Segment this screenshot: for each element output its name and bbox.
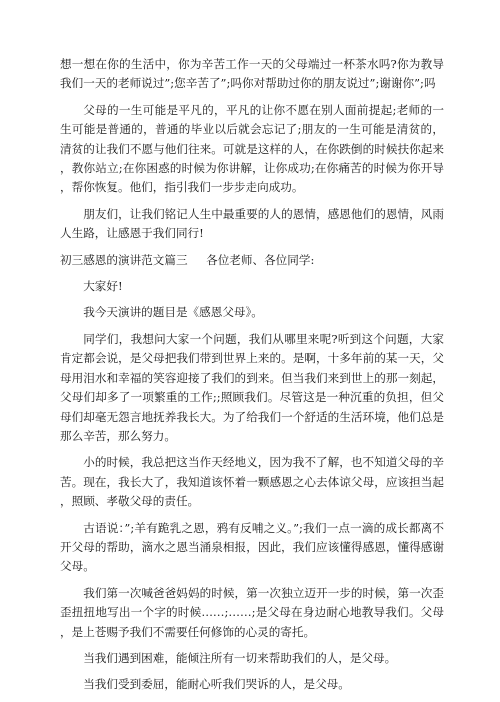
paragraph-6: 小的时候，我总把这当作天经地义，因为我不了解，也不知道父母的辛苦。现在，我长大了，我知道该怀着一颗感恩之心去体谅父母，应该担当起，照顾、孝敬父母的责任。 <box>60 455 444 509</box>
paragraph-1: 想一想在你的生活中，你为辛苦工作一天的父母端过一杯茶水吗?你为教导我们一天的老师说过”;您辛苦了”;吗你对帮助过你的朋友说过”;谢谢你”;吗 <box>60 57 444 91</box>
greeting: 大家好! <box>83 279 123 294</box>
paragraph-8: 我们第一次喊爸爸妈妈的时候，第一次独立迈开一步的时候，第一次歪歪扭扭地写出一个字的时候……;……;是父母在身边耐心地教导我们。父母，是上苍赐予我们不需要任何修饰的心灵的寄托。 <box>60 585 444 639</box>
paragraph-2: 父母的一生可能是平凡的，平凡的让你不愿在别人面前提起;老师的一生可能是普通的，普通的毕业以后就会忘记了;朋友的一生可能是清贫的，清贫的让我们不愿与他们往来。可就是这样的人，在你跌倒的时候扶你起来，教你站立;在你困惑的时候为你讲解，让你成功;在你痛苦的时候为你开导，帮你恢复。他们，指引我们一步步走向成功。 <box>60 102 444 195</box>
section-heading: 初三感恩的演讲范文篇三 <box>60 252 188 267</box>
section-heading-line <box>60 251 444 270</box>
paragraph-9: 当我们遇到困难，能倾注所有一切来帮助我们的人，是父母。 <box>83 650 397 665</box>
paragraph-5: 同学们，我想问大家一个问题，我们从哪里来呢?听到这个问题，大家肯定都会说，是父母把我们带到世界上来的。是啊，十多年前的某一天，父母用泪水和幸福的笑容迎接了我们的到来。但当我们来到世上的那一刻起，父母们却多了一项繁重的工作;;照顾我们。尽管这是一种沉重的负担，但父母们却毫无怨言地抚养我长大。为了给我们一个舒适的生活环境，他们总是那么辛苦，那么努力。 <box>60 331 444 443</box>
paragraph-7: 古语说：”;羊有跪乳之恩，鸦有反哺之义。”;我们一点一滴的成长都离不开父母的帮助，滴水之恩当涌泉相报，因此，我们应该懂得感恩，懂得感谢父母。 <box>60 520 444 574</box>
paragraph-3: 朋友们，让我们铭记人生中最重要的人的恩情，感恩他们的恩情，风雨人生路，让感恩于我们同行! <box>60 206 444 241</box>
salutation: 各位老师、各位同学: <box>206 252 315 267</box>
paragraph-4: 我今天演讲的题目是《感恩父母》。 <box>83 305 263 320</box>
document-page <box>60 55 444 702</box>
paragraph-10: 当我们受到委屈，能耐心听我们哭诉的人，是父母。 <box>83 677 350 692</box>
